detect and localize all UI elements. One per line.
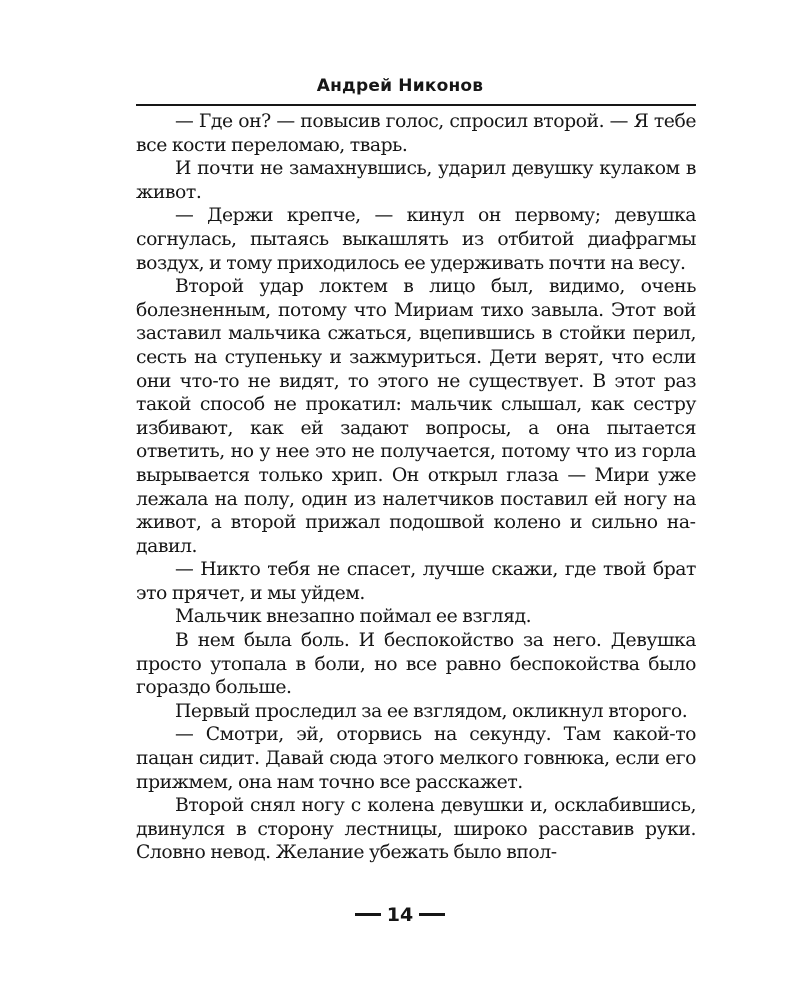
- paragraph: — Смотри, эй, оторвись на секунду. Там какой-то пацан сидит. Давай сюда этого мелкого говнюка, если его прижмем, она нам точно все расскажет.: [136, 724, 696, 793]
- paragraph: — Где он? — повысив голос, спросил второй. — Я тебе все кости переломаю, тварь.: [136, 111, 696, 156]
- text-body: [136, 110, 696, 865]
- running-head-author: Андрей Никонов: [316, 76, 484, 96]
- paragraph: — Никто тебя не спасет, лучше скажи, где твой брат это прячет, и мы уйдем.: [136, 559, 696, 604]
- header-rule: [136, 104, 696, 106]
- paragraph: Второй снял ногу с колена девушки и, осклабившись, двинулся в сторону лестницы, широко расставив руки. Словно невод. Желание убежать было впол-: [136, 795, 696, 864]
- paragraph: — Держи крепче, — кинул он первому; девушка согнулась, пытаясь выкашлять из отбитой диафрагмы воздух, и тому приходилось ее удерживать почти на весу.: [136, 205, 696, 274]
- page-number: 14: [386, 904, 414, 926]
- paragraph: Мальчик внезапно поймал ее взгляд.: [175, 606, 532, 628]
- paragraph: Первый проследил за ее взглядом, окликнул второго.: [175, 700, 688, 722]
- page-footer: [0, 904, 800, 926]
- folio-dash-left: [355, 913, 381, 916]
- folio-dash-right: [419, 913, 445, 916]
- paragraph: Второй удар локтем в лицо был, видимо, очень болезненным, потому что Мириам тихо завыла. Этот вой заставил мальчика сжаться, вцепившись в стойки перил, сесть на ступеньку и зажмуриться. Дети верят, что если они что-то не видят, то этого не существует. В этот раз такой способ не прокатил: мальчик слышал, как сестру избивают, как ей задают вопросы, а она пытается ответить, но у нее это не получается, потому что из горла вырывается только хрип. Он открыл глаза — Мири уже лежала на полу, один из налетчиков поставил ей ногу на живот, а второй прижал подошвой колено и сильно надавил.: [136, 276, 696, 557]
- paragraph: И почти не замахнувшись, ударил девушку кулаком в живот.: [136, 158, 696, 203]
- paragraph: В нем была боль. И беспокойство за него. Девушка просто утопала в боли, но все равно беспокойства было гораздо больше.: [136, 630, 696, 699]
